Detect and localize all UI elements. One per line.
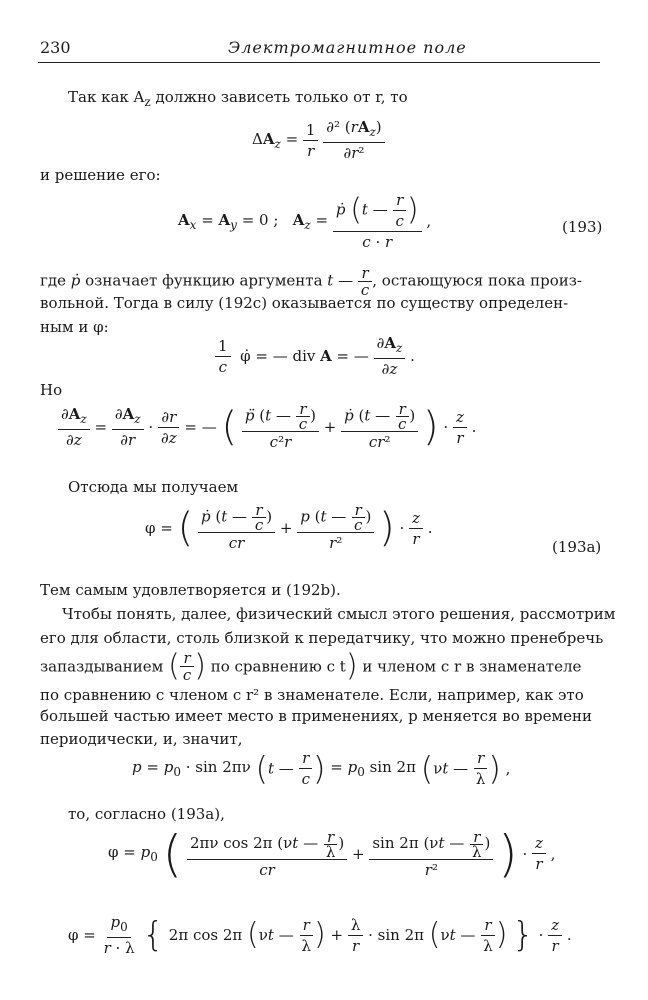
p1-text: Так как A: [68, 88, 145, 106]
p1-sub: z: [144, 95, 151, 109]
equation-phi-dot: $\frac{1}{c}$ φ̇ = — div A = — $\frac{\partial A_z}{\partial z}$ .: [215, 333, 415, 379]
equation-dAz-dz: $\frac{\partial A_z}{\partial z}$ = $\frac{\partial A_z}{\partial r}$ · $\frac{\partial r}{\partial z}$ = — ( p̈ (t — $\frac{r}{c}$ ) c²r + ṗ (t — $\frac{r}{c}$ ) cr² ) · $\frac{z}{r}$ .: [58, 402, 476, 452]
equation-laplacian: $\Delta A_z$ = $\frac{1}{r}$ $\frac{\partial^2 (rA_z)}{\text{∂r²}}$: [252, 117, 385, 163]
paragraph-1: [68, 85, 408, 114]
equation-193: $A_x = A_y = 0$ ; $A_z$ = ṗ (t — $\frac{r}{c}$ ) c · r ,: [178, 191, 432, 251]
paragraph-8: то, согласно (193a),: [68, 805, 225, 823]
running-title: Электромагнитное поле: [228, 38, 467, 57]
paragraph-7-line-1: Чтобы понять, далее, физический смысл этого решения, рассмотрим: [62, 605, 616, 623]
p1-rest: должно зависеть только от r, то: [150, 88, 408, 106]
paragraph-3-line-3: ным и φ:: [40, 318, 109, 336]
p3-c: , остающуюся пока произ-: [372, 271, 582, 290]
equation-193a: φ = ( ṗ (t — $\frac{r}{c}$ ) cr + p (t — $\frac{r}{c}$ ) r² ) · $\frac{z}{r}$ .: [145, 501, 433, 552]
equation-phi-periodic-1: $\varphi = p_0$ ( 2πν cos 2π (νt — $\frac{r}{\lambda}$ ) cr + sin 2π (νt — $\frac{r}{\lambda}$ ) r² ) · $\frac{z}{r}$ ,: [108, 824, 556, 883]
equation-193-label: (193): [562, 218, 603, 236]
paragraph-3-line-1: где ṗ означает функцию аргумента t — $\frac{r}{c}$ , остающуюся пока произ-: [40, 264, 582, 299]
p7-b: по сравнению с t: [205, 657, 346, 676]
paragraph-7-line-3: запаздыванием ( $\frac{r}{c}$ ) по сравнению с t) и членом с r в знаменателе: [40, 648, 582, 684]
equation-193a-label: (193a): [552, 538, 602, 556]
paragraph-5: Отсюда мы получаем: [68, 478, 239, 496]
p7-c: и членом с r в знаменателе: [357, 657, 582, 676]
p3-a: где: [40, 271, 71, 290]
paragraph-7-line-4: по сравнению с членом с r² в знаменателе. Если, например, как это: [40, 686, 584, 704]
paragraph-7-line-5: большей частью имеет место в применениях, p меняется во времени: [40, 707, 592, 725]
equation-phi-periodic-2: φ = $\frac{p_0}{r \cdot \lambda}$ { 2π cos 2π (νt — $\frac{r}{\lambda}$ ) + $\frac{\lambda}{r}$ · sin 2π (νt — $\frac{r}{\lambda}$ ) } · $\frac{z}{r}$ .: [68, 913, 572, 957]
paragraph-2: и решение его:: [40, 166, 161, 184]
p3-b: означает функцию аргумента: [80, 271, 328, 290]
header-rule: [38, 62, 600, 63]
paragraph-7-line-2: его для области, столь близкой к передатчику, что можно пренебречь: [40, 629, 604, 647]
p7-a: запаздыванием: [40, 657, 169, 676]
page-number: 230: [40, 38, 71, 57]
equation-p-periodic: $p = p_0 \cdot \sin 2\pi\nu$ (t — $\frac{r}{c}$ ) = $p_0$ sin 2π (νt — $\frac{r}{\lambda}$ ) ,: [132, 749, 511, 788]
paragraph-7-line-6: периодически, и, значит,: [40, 730, 243, 748]
paragraph-4: Но: [40, 381, 63, 399]
paragraph-6: Тем самым удовлетворяется и (192b).: [40, 581, 341, 599]
paragraph-3-line-2: вольной. Тогда в силу (192c) оказывается по существу определен-: [40, 294, 569, 312]
